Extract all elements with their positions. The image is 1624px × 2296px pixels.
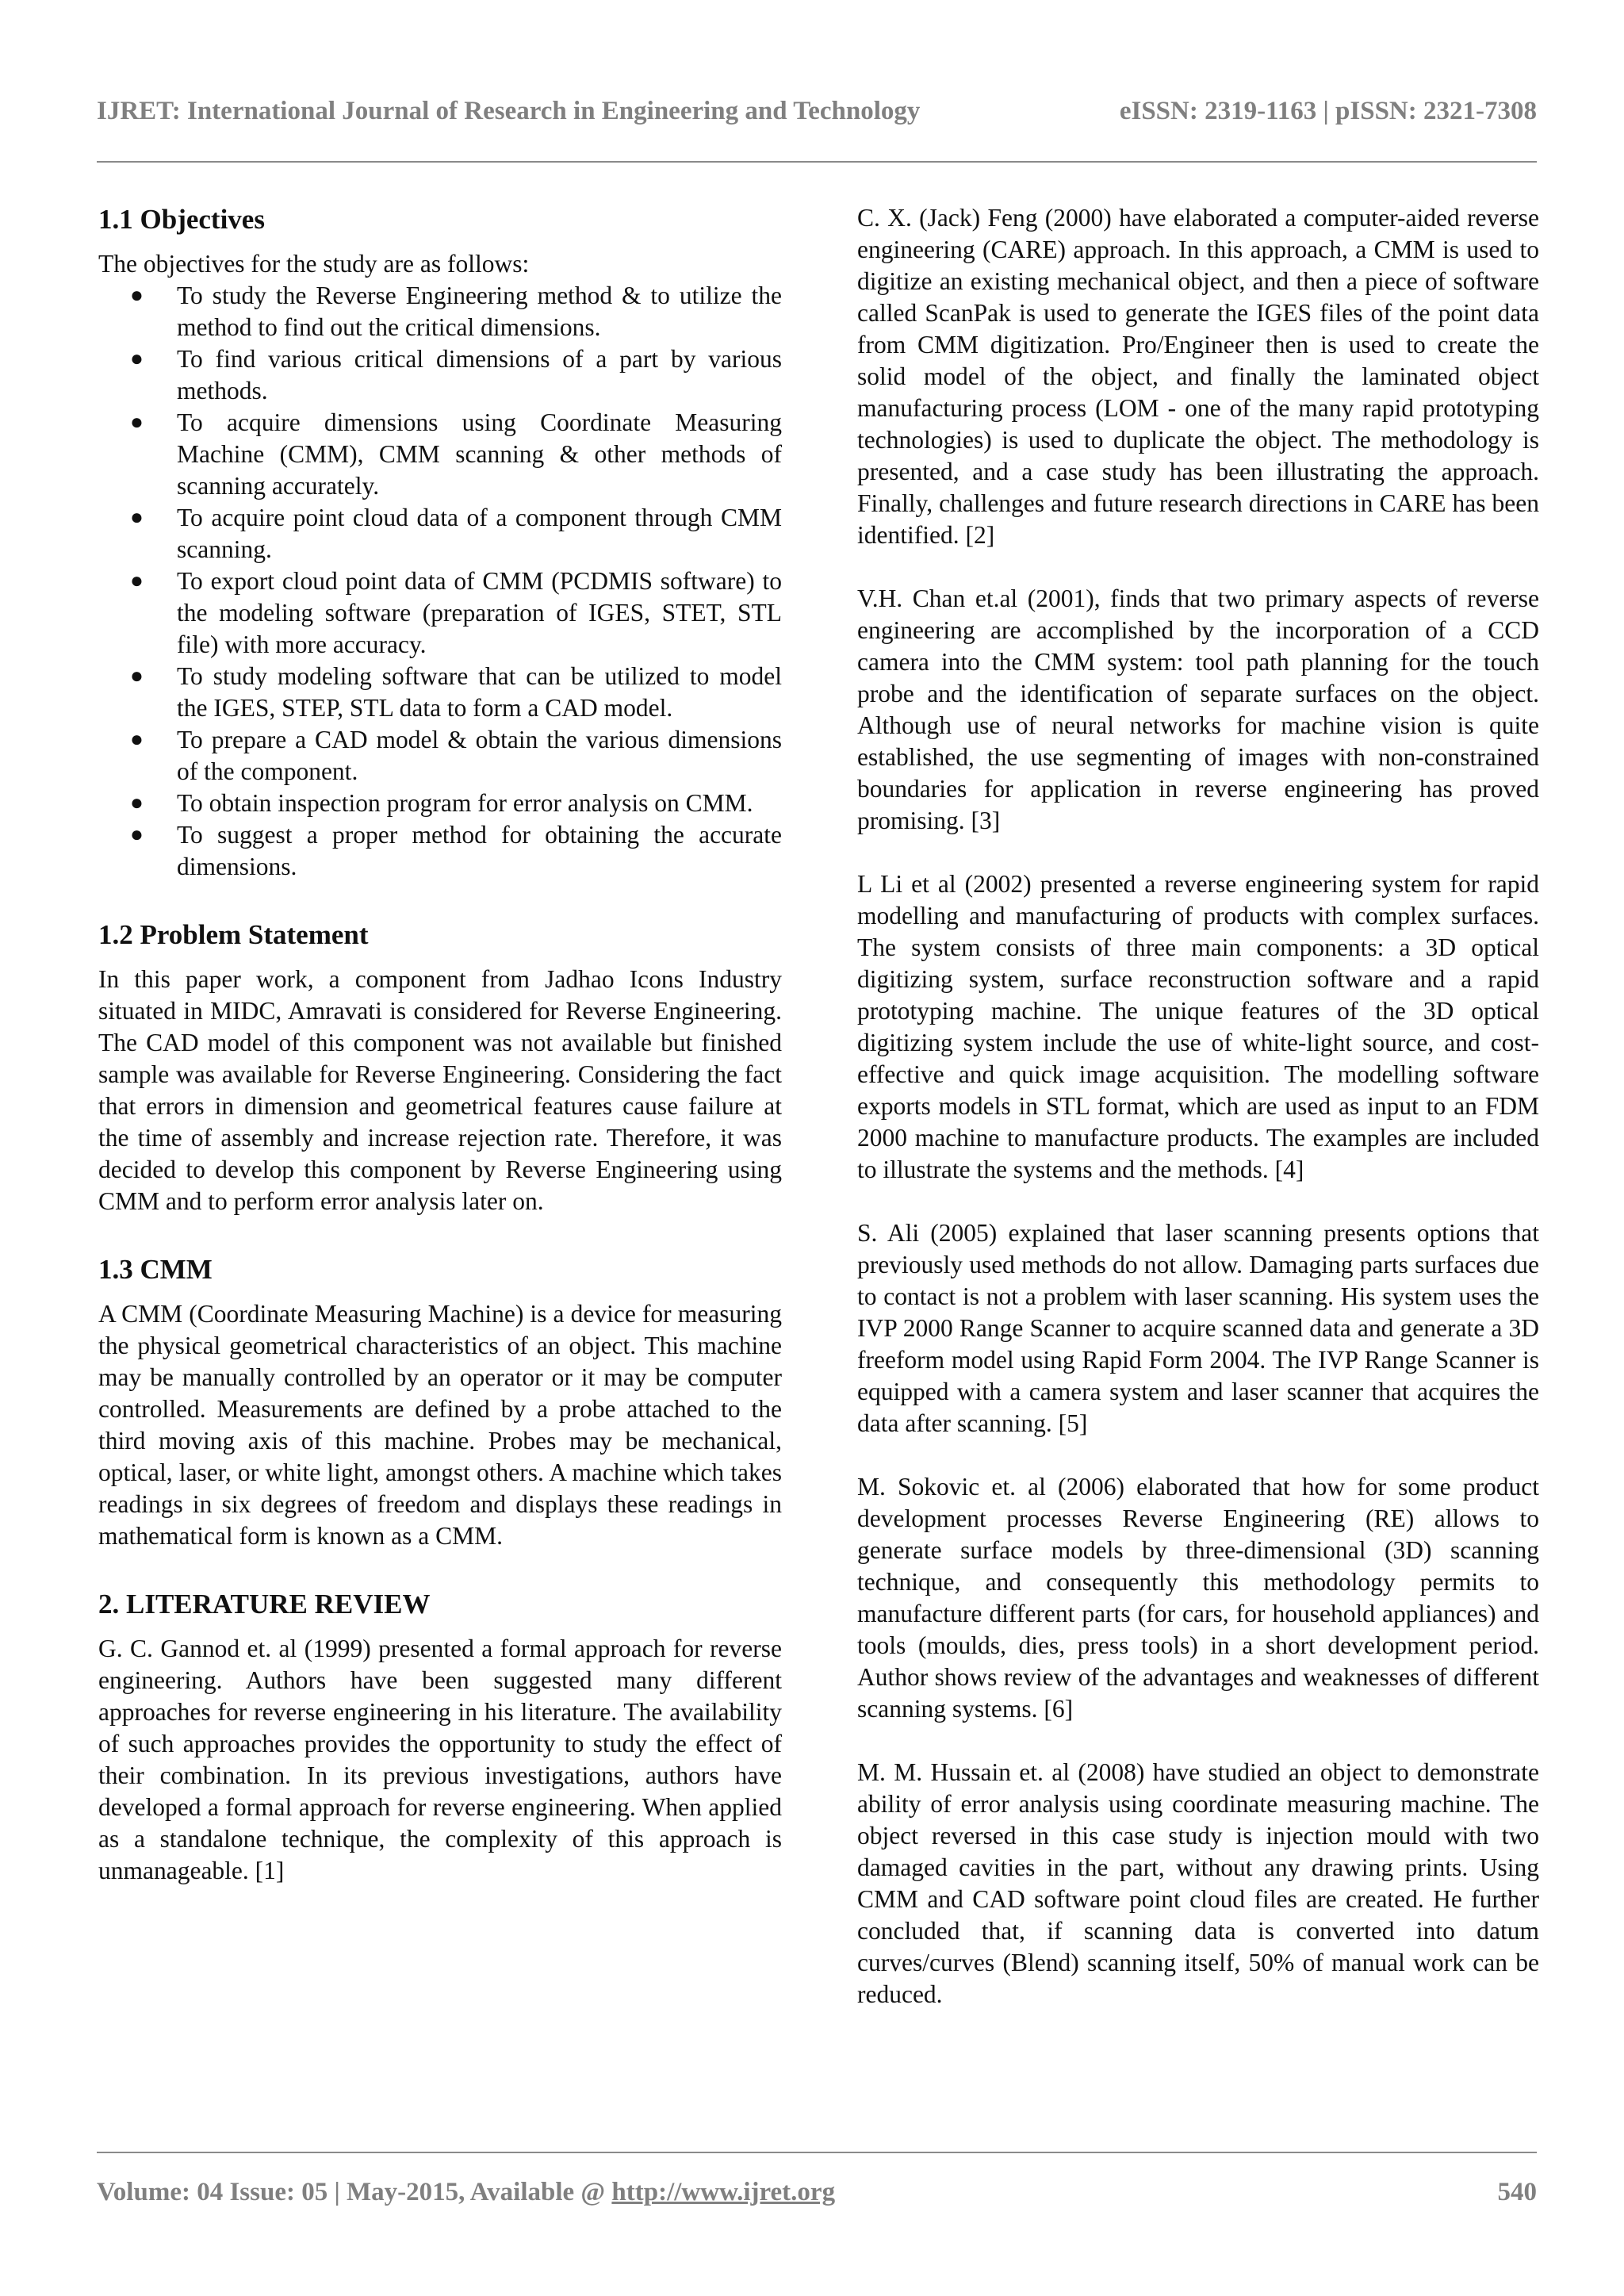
list-item: ● To study the Reverse Engineering method & to utilize the method to find out the critical dimensions. [130, 282, 782, 341]
issn-info: eISSN: 2319-1163 | pISSN: 2321-7308 [1119, 97, 1537, 125]
bullet-icon: ● [130, 283, 144, 308]
bullet-icon: ● [130, 410, 144, 435]
bullet-icon: ● [130, 505, 144, 530]
review-paragraph-hussain: M. M. Hussain et. al (2008) have studied an object to demonstrate ability of error analysis using coordinate measuring machine. The object reversed in this case study is injection mould with two damaged cavities in the part, without any drawing prints. Using CMM and CAD software point cloud files are created. He further concluded that, if scanning data is converted into datum curves/curves (Blend) scanning itself, 50% of manual work can be reduced. [857, 1758, 1539, 2008]
journal-link[interactable]: http://www.ijret.org [611, 2178, 836, 2206]
literature-heading: 2. LITERATURE REVIEW [98, 1589, 431, 1619]
page-footer [97, 2178, 1537, 2210]
right-column [857, 202, 1539, 2042]
left-column [98, 202, 782, 1887]
bullet-icon: ● [130, 569, 144, 593]
bullet-icon: ● [130, 347, 144, 371]
list-item: ● To find various critical dimensions of a part by various methods. [130, 345, 782, 404]
bullet-icon: ● [130, 664, 144, 688]
list-item: ● To study modeling software that can be utilized to model the IGES, STEP, STL data to form a CAD model. [130, 662, 782, 722]
review-paragraph-feng: C. X. (Jack) Feng (2000) have elaborated a computer-aided reverse engineering (CARE) approach. In this approach, a CMM is used to digitize an existing mechanical object, and then a piece of software called ScanPak is used to generate the IGES files of the point data from CMM digitization. Pro/Engineer then is used to create the solid model of the object, and finally the laminated object manufacturing process (LOM - one of the many rapid prototyping technologies) is used to duplicate the object. The methodology is presented, and a case study has been illustrating the approach. Finally, challenges and future research directions in CARE has been identified. [2] [857, 204, 1539, 549]
list-item: ● To prepare a CAD model & obtain the various dimensions of the component. [130, 726, 782, 785]
objectives-list [98, 280, 782, 883]
literature-text: G. C. Gannod et. al (1999) presented a formal approach for reverse engineering. Authors have been suggested many different approaches for reverse engineering in his literature. The availability of such approaches provides the opportunity to study the effect of their combination. In its previous investigations, authors have developed a formal approach for reverse engineering. When applied as a standalone technique, the complexity of this approach is unmanageable. [1] [98, 1635, 782, 1884]
review-paragraph-chan: V.H. Chan et.al (2001), finds that two primary aspects of reverse engineering are accomplished by the incorporation of a CCD camera into the CMM system: tool path planning for the touch probe and the identification of separate surfaces on the object. Although use of neural networks for machine vision is quite established, the use segmenting of images with non-constrained boundaries for application in reverse engineering has proved promising. [3] [857, 585, 1539, 834]
list-item: ● To suggest a proper method for obtaining the accurate dimensions. [130, 821, 782, 880]
footer-rule [97, 2152, 1537, 2153]
review-paragraph-ali: S. Ali (2005) explained that laser scanning presents options that previously used methods do not allow. Damaging parts surfaces due to contact is not a problem with laser scanning. His system uses the IVP 2000 Range Scanner to acquire scanned data and generate a 3D freeform model using Rapid Form 2004. The IVP Range Scanner is equipped with a camera system and laser scanner that acquires the data after scanning. [5] [857, 1219, 1539, 1437]
page-number: 540 [1497, 2178, 1537, 2206]
journal-title: IJRET: International Journal of Research in Engineering and Technology [97, 97, 921, 125]
page-header [97, 97, 1537, 128]
bullet-icon: ● [130, 822, 144, 847]
cmm-text: A CMM (Coordinate Measuring Machine) is a device for measuring the physical geometrical characteristics of an object. This machine may be manually controlled by an operator or it may be computer controlled. Measurements are defined by a probe attached to the third moving axis of this machine. Probes may be mechanical, optical, laser, or white light, amongst others. A machine which takes readings in six degrees of freedom and displays these readings in mathematical form is known as a CMM. [98, 1300, 782, 1550]
list-item: ● To acquire point cloud data of a component through CMM scanning. [130, 504, 782, 563]
review-paragraph-sokovic: M. Sokovic et. al (2006) elaborated that how for some product development processes Reverse Engineering (RE) allows to generate surface models by three-dimensional (3D) scanning technique, and consequently this methodology permits to manufacture different parts (for cars, for household appliances) and tools (moulds, dies, press tools) in a short development period. Author shows review of the advantages and weaknesses of different scanning systems. [6] [857, 1473, 1539, 1723]
list-item: ● To export cloud point data of CMM (PCDMIS software) to the modeling software (preparation of IGES, STET, STL file) with more accuracy. [130, 567, 782, 658]
problem-text: In this paper work, a component from Jadhao Icons Industry situated in MIDC, Amravati is considered for Reverse Engineering. The CAD model of this component was not available but finished sample was available for Reverse Engineering. Considering the fact that errors in dimension and geometrical features cause failure at the time of assembly and increase rejection rate. Therefore, it was decided to develop this component by Reverse Engineering using CMM and to perform error analysis later on. [98, 965, 782, 1215]
objectives-heading: 1.1 Objectives [98, 204, 265, 235]
review-paragraph-li: L Li et al (2002) presented a reverse engineering system for rapid modelling and manufacturing of products with complex surfaces. The system consists of three main components: a 3D optical digitizing system, surface reconstruction software and a rapid prototyping machine. The unique features of the 3D optical digitizing system include the use of white-light source, and cost-effective and quick image acquisition. The modelling software exports models in STL format, which are used as input to an FDM 2000 machine to manufacture products. The examples are included to illustrate the systems and the methods. [4] [857, 870, 1539, 1183]
volume-info: Volume: 04 Issue: 05 | May-2015, Available @ http://www.ijret.org [97, 2178, 836, 2206]
list-item: ● To acquire dimensions using Coordinate Measuring Machine (CMM), CMM scanning & other methods of scanning accurately. [130, 408, 782, 500]
bullet-icon: ● [130, 727, 144, 752]
cmm-heading: 1.3 CMM [98, 1254, 213, 1285]
problem-heading: 1.2 Problem Statement [98, 919, 369, 950]
list-item: ● To obtain inspection program for error analysis on CMM. [98, 788, 782, 819]
header-rule [97, 161, 1537, 163]
bullet-icon: ● [130, 791, 144, 815]
objectives-intro: The objectives for the study are as follows: [98, 250, 530, 278]
